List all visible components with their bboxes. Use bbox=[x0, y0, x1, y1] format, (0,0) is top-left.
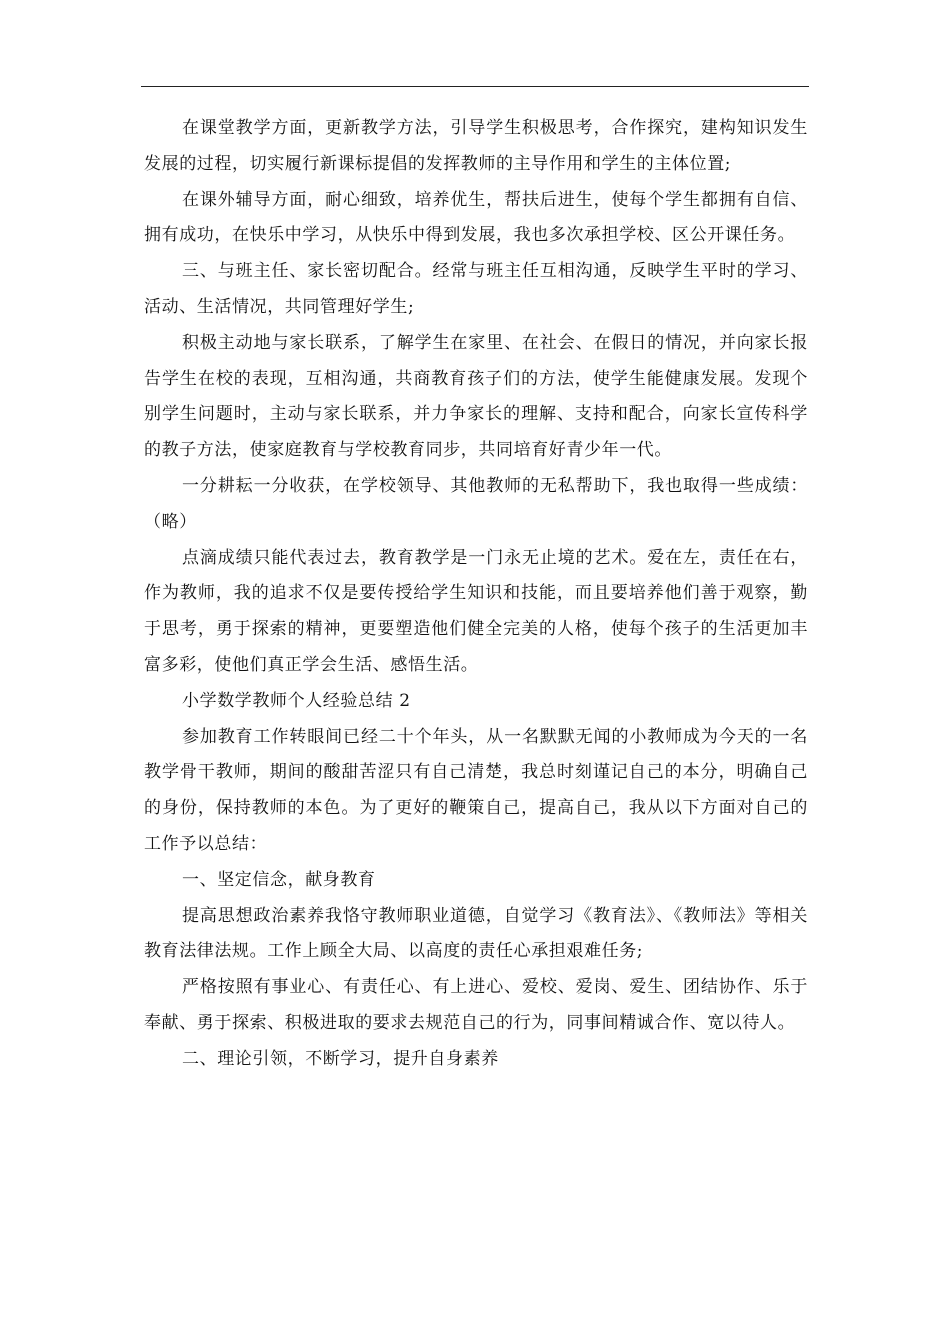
paragraph: 三、与班主任、家长密切配合。经常与班主任互相沟通，反映学生平时的学习、活动、生活情况，共同管理好学生; bbox=[144, 261, 808, 317]
paragraph: 提高思想政治素养我恪守教师职业道德，自觉学习《教育法》、《教师法》等相关教育法律法规。工作上顾全大局、以高度的责任心承担艰难任务; bbox=[144, 905, 808, 962]
paragraph: 一分耕耘一分收获，在学校领导、其他教师的无私帮助下，我也取得一些成绩：（略） bbox=[144, 475, 808, 532]
paragraph: 在课堂教学方面，更新教学方法，引导学生积极思考，合作探究，建构知识发生发展的过程，切实履行新课标提倡的发挥教师的主导作用和学生的主体位置; bbox=[144, 118, 808, 174]
paragraph: 点滴成绩只能代表过去，教育教学是一门永无止境的艺术。爱在左，责任在右，作为教师，我的追求不仅是要传授给学生知识和技能，而且要培养他们善于观察，勤于思考，勇于探索的精神，更要塑造他们健全完美的人格，使每个孩子的生活更加丰富多彩，使他们真正学会生活、感悟生活。 bbox=[144, 547, 808, 675]
header-rule bbox=[141, 86, 809, 87]
document-body bbox=[144, 111, 808, 1078]
section-heading: 一、坚定信念，献身教育 bbox=[182, 869, 376, 890]
paragraph: 参加教育工作转眼间已经二十个年头，从一名默默无闻的小教师成为今天的一名教学骨干教师，期间的酸甜苦涩只有自己清楚，我总时刻谨记自己的本分，明确自己的身份，保持教师的本色。为了更好的鞭策自己，提高自己，我从以下方面对自己的工作予以总结： bbox=[144, 726, 808, 854]
paragraph: 积极主动地与家长联系，了解学生在家里、在社会、在假日的情况，并向家长报告学生在校的表现，互相沟通，共商教育孩子们的方法，使学生能健康发展。发现个别学生问题时，主动与家长联系，并力争家长的理解、支持和配合，向家长宣传科学的教子方法，使家庭教育与学校教育同步，共同培育好青少年一代。 bbox=[144, 332, 808, 461]
paragraph: 在课外辅导方面，耐心细致，培养优生，帮扶后进生，使每个学生都拥有自信、拥有成功，在快乐中学习，从快乐中得到发展，我也多次承担学校、区公开课任务。 bbox=[144, 189, 808, 246]
paragraph: 严格按照有事业心、有责任心、有上进心、爱校、爱岗、爱生、团结协作、乐于奉献、勇于探索、积极进取的要求去规范自己的行为，同事间精诚合作、宽以待人。 bbox=[144, 977, 808, 1033]
section-title: 小学数学教师个人经验总结 2 bbox=[182, 690, 411, 711]
section-heading: 二、理论引领，不断学习，提升自身素养 bbox=[182, 1048, 499, 1069]
